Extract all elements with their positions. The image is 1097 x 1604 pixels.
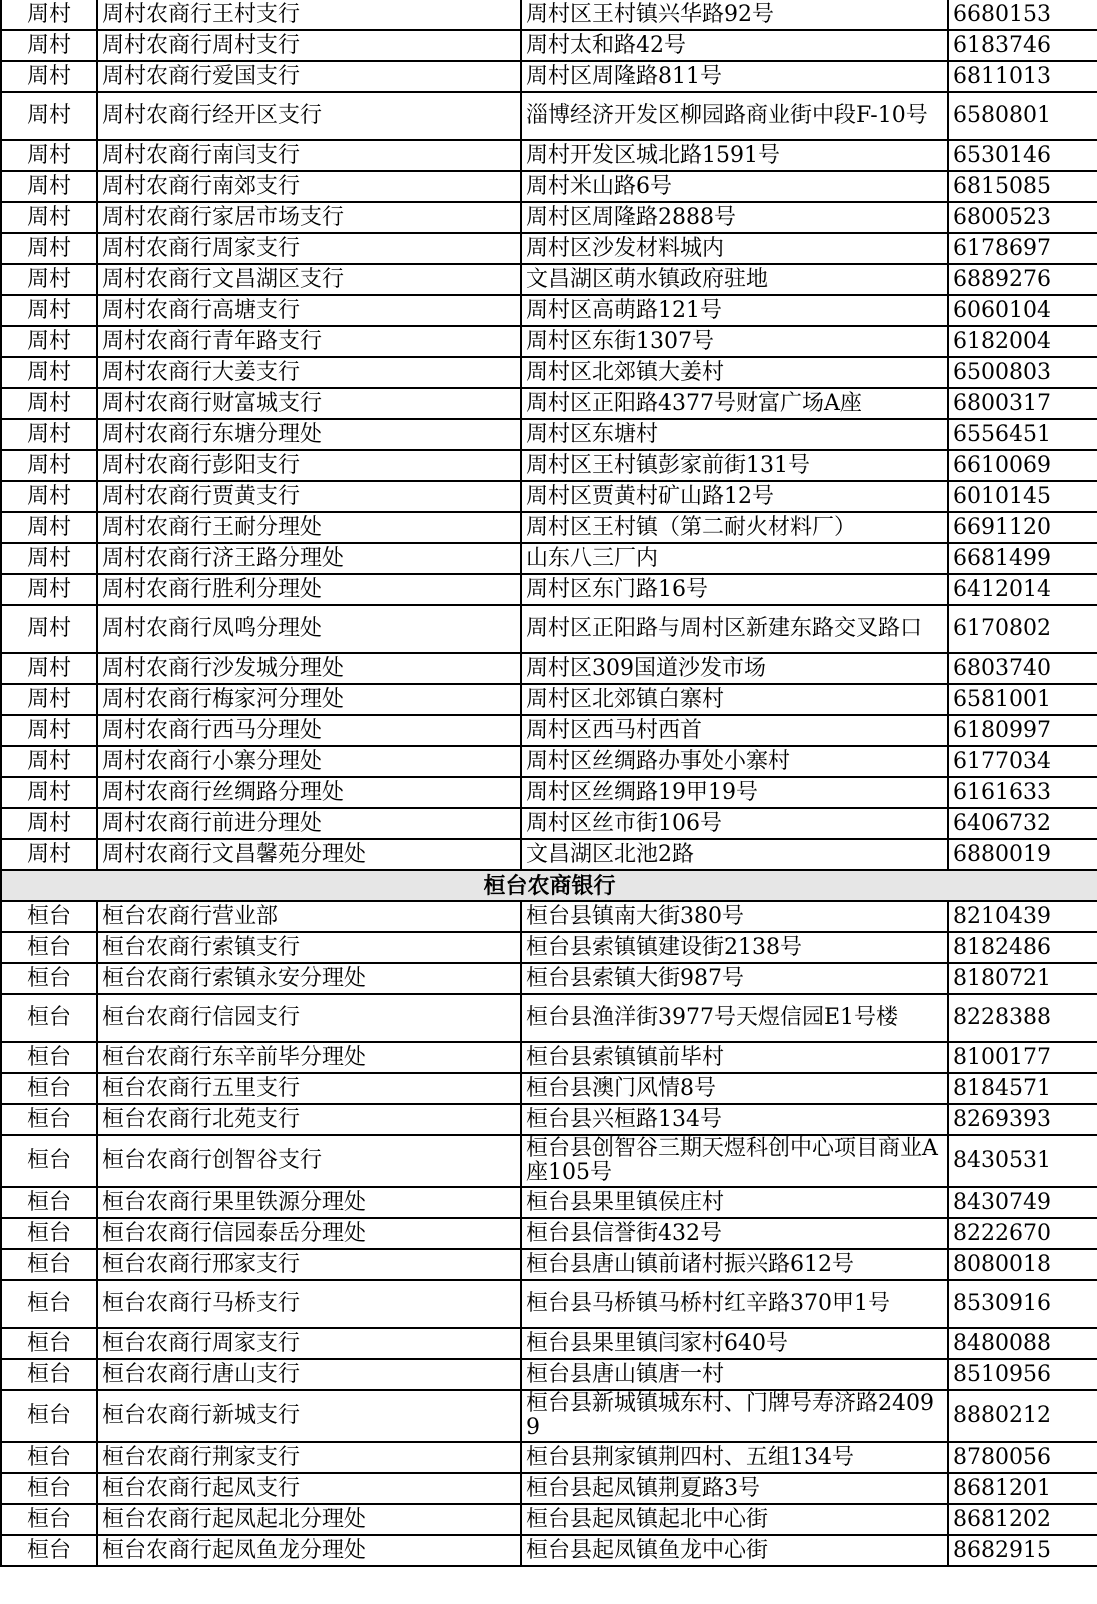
branch-name-cell: 桓台农商行索镇支行: [97, 932, 521, 963]
branch-name-cell: 周村农商行前进分理处: [97, 808, 521, 839]
table-row: [1, 777, 1097, 808]
phone-cell: 8100177: [948, 1042, 1097, 1073]
table-row: [1, 1187, 1097, 1218]
phone-cell: 8780056: [948, 1442, 1097, 1473]
address-cell: 周村区沙发材料城内: [521, 233, 948, 264]
table-row: [1, 1135, 1097, 1187]
branch-name-cell: 桓台农商行东辛前毕分理处: [97, 1042, 521, 1073]
address-cell: 周村区王村镇彭家前街131号: [521, 450, 948, 481]
phone-cell: 6530146: [948, 140, 1097, 171]
branch-name-cell: 周村农商行周村支行: [97, 30, 521, 61]
table-row: [1, 963, 1097, 994]
address-cell: 周村区东街1307号: [521, 326, 948, 357]
address-cell: 桓台县唐山镇唐一村: [521, 1359, 948, 1390]
phone-cell: 8269393: [948, 1104, 1097, 1135]
phone-cell: 8530916: [948, 1280, 1097, 1328]
branch-name-cell: 周村农商行大姜支行: [97, 357, 521, 388]
city-cell: 桓台: [1, 1135, 97, 1187]
phone-cell: 8228388: [948, 994, 1097, 1042]
address-cell: 文昌湖区萌水镇政府驻地: [521, 264, 948, 295]
table-row: [1, 1104, 1097, 1135]
branch-name-cell: 周村农商行南闫支行: [97, 140, 521, 171]
table-row: [1, 1504, 1097, 1535]
city-cell: 周村: [1, 605, 97, 653]
address-cell: 桓台县唐山镇前诸村振兴路612号: [521, 1249, 948, 1280]
address-cell: 桓台县创智谷三期天煜科创中心项目商业A座105号: [521, 1135, 948, 1187]
branch-name-cell: 周村农商行王村支行: [97, 0, 521, 30]
phone-cell: 6180997: [948, 715, 1097, 746]
table-row: [1, 233, 1097, 264]
phone-cell: 8682915: [948, 1535, 1097, 1566]
branch-name-cell: 周村农商行贾黄支行: [97, 481, 521, 512]
city-cell: 周村: [1, 171, 97, 202]
phone-cell: 8182486: [948, 932, 1097, 963]
address-cell: 周村区丝绸路19甲19号: [521, 777, 948, 808]
phone-cell: 6060104: [948, 295, 1097, 326]
table-row: [1, 30, 1097, 61]
city-cell: 周村: [1, 233, 97, 264]
branch-name-cell: 桓台农商行新城支行: [97, 1390, 521, 1442]
city-cell: 桓台: [1, 994, 97, 1042]
phone-cell: 8430531: [948, 1135, 1097, 1187]
phone-cell: 8080018: [948, 1249, 1097, 1280]
table-row: [1, 171, 1097, 202]
city-cell: 桓台: [1, 1218, 97, 1249]
phone-cell: 6803740: [948, 653, 1097, 684]
address-cell: 周村区高萌路121号: [521, 295, 948, 326]
table-row: [1, 1328, 1097, 1359]
city-cell: 周村: [1, 295, 97, 326]
phone-cell: 6610069: [948, 450, 1097, 481]
address-cell: 桓台县信誉街432号: [521, 1218, 948, 1249]
phone-cell: 6161633: [948, 777, 1097, 808]
phone-cell: 8180721: [948, 963, 1097, 994]
phone-cell: 6691120: [948, 512, 1097, 543]
phone-cell: 8430749: [948, 1187, 1097, 1218]
branch-name-cell: 桓台农商行营业部: [97, 901, 521, 932]
table-row: [1, 264, 1097, 295]
address-cell: 周村区309国道沙发市场: [521, 653, 948, 684]
phone-cell: 8510956: [948, 1359, 1097, 1390]
city-cell: 桓台: [1, 1442, 97, 1473]
phone-cell: 6412014: [948, 574, 1097, 605]
table-row: [1, 61, 1097, 92]
table-row: [1, 543, 1097, 574]
address-cell: 周村区北郊镇大姜村: [521, 357, 948, 388]
branch-name-cell: 周村农商行爱国支行: [97, 61, 521, 92]
phone-cell: 8184571: [948, 1073, 1097, 1104]
branch-name-cell: 周村农商行梅家河分理处: [97, 684, 521, 715]
branch-name-cell: 周村农商行南郊支行: [97, 171, 521, 202]
city-cell: 桓台: [1, 1280, 97, 1328]
phone-cell: 6880019: [948, 839, 1097, 870]
branch-name-cell: 周村农商行沙发城分理处: [97, 653, 521, 684]
table-row: [1, 1249, 1097, 1280]
phone-cell: 6556451: [948, 419, 1097, 450]
branch-name-cell: 桓台农商行信园泰岳分理处: [97, 1218, 521, 1249]
city-cell: 周村: [1, 512, 97, 543]
city-cell: 周村: [1, 30, 97, 61]
address-cell: 周村区正阳路与周村区新建东路交叉路口: [521, 605, 948, 653]
branch-name-cell: 周村农商行东塘分理处: [97, 419, 521, 450]
address-cell: 桓台县马桥镇马桥村红辛路370甲1号: [521, 1280, 948, 1328]
city-cell: 桓台: [1, 1249, 97, 1280]
branch-name-cell: 周村农商行高塘支行: [97, 295, 521, 326]
city-cell: 周村: [1, 543, 97, 574]
table-row: [1, 994, 1097, 1042]
city-cell: 桓台: [1, 1073, 97, 1104]
city-cell: 桓台: [1, 1390, 97, 1442]
city-cell: 周村: [1, 715, 97, 746]
table-row: [1, 1280, 1097, 1328]
phone-cell: 6178697: [948, 233, 1097, 264]
address-cell: 山东八三厂内: [521, 543, 948, 574]
city-cell: 桓台: [1, 932, 97, 963]
table-row: [1, 419, 1097, 450]
table-row: [1, 92, 1097, 140]
city-cell: 周村: [1, 61, 97, 92]
city-cell: 周村: [1, 202, 97, 233]
table-row: [1, 388, 1097, 419]
city-cell: 周村: [1, 92, 97, 140]
table-row: [1, 653, 1097, 684]
section-title: 桓台农商银行: [1, 870, 1097, 901]
address-cell: 周村区贾黄村矿山路12号: [521, 481, 948, 512]
city-cell: 周村: [1, 419, 97, 450]
address-cell: 桓台县起凤镇鱼龙中心街: [521, 1535, 948, 1566]
branch-name-cell: 桓台农商行五里支行: [97, 1073, 521, 1104]
table-row: [1, 481, 1097, 512]
table-row: [1, 839, 1097, 870]
table-row: [1, 1218, 1097, 1249]
address-cell: 桓台县果里镇侯庄村: [521, 1187, 948, 1218]
city-cell: 周村: [1, 357, 97, 388]
phone-cell: 6889276: [948, 264, 1097, 295]
branch-name-cell: 周村农商行经开区支行: [97, 92, 521, 140]
city-cell: 周村: [1, 388, 97, 419]
city-cell: 周村: [1, 574, 97, 605]
phone-cell: 8681201: [948, 1473, 1097, 1504]
address-cell: 桓台县索镇镇前毕村: [521, 1042, 948, 1073]
branch-name-cell: 周村农商行文昌馨苑分理处: [97, 839, 521, 870]
branch-name-cell: 周村农商行文昌湖区支行: [97, 264, 521, 295]
branch-name-cell: 周村农商行丝绸路分理处: [97, 777, 521, 808]
phone-cell: 6811013: [948, 61, 1097, 92]
branch-name-cell: 桓台农商行周家支行: [97, 1328, 521, 1359]
address-cell: 桓台县起凤镇荆夏路3号: [521, 1473, 948, 1504]
address-cell: 周村区正阳路4377号财富广场A座: [521, 388, 948, 419]
address-cell: 桓台县澳门风情8号: [521, 1073, 948, 1104]
address-cell: 桓台县新城镇城东村、门牌号寿济路24099: [521, 1390, 948, 1442]
branch-name-cell: 桓台农商行北苑支行: [97, 1104, 521, 1135]
address-cell: 桓台县索镇镇建设街2138号: [521, 932, 948, 963]
branch-name-cell: 周村农商行胜利分理处: [97, 574, 521, 605]
city-cell: 周村: [1, 808, 97, 839]
city-cell: 桓台: [1, 1504, 97, 1535]
phone-cell: 6406732: [948, 808, 1097, 839]
table-row: [1, 295, 1097, 326]
city-cell: 周村: [1, 0, 97, 30]
table-row: [1, 450, 1097, 481]
table-row: [1, 357, 1097, 388]
branch-name-cell: 周村农商行王耐分理处: [97, 512, 521, 543]
address-cell: 周村区东塘村: [521, 419, 948, 450]
phone-cell: 6815085: [948, 171, 1097, 202]
city-cell: 桓台: [1, 963, 97, 994]
table-row: [1, 140, 1097, 171]
table-row: [1, 1390, 1097, 1442]
branch-name-cell: 桓台农商行起凤支行: [97, 1473, 521, 1504]
phone-cell: 8880212: [948, 1390, 1097, 1442]
city-cell: 周村: [1, 746, 97, 777]
table-row: [1, 1535, 1097, 1566]
table-row: [1, 1473, 1097, 1504]
table-row: [1, 932, 1097, 963]
table-row: [1, 1442, 1097, 1473]
address-cell: 桓台县荆家镇荆四村、五组134号: [521, 1442, 948, 1473]
phone-cell: 6170802: [948, 605, 1097, 653]
city-cell: 周村: [1, 264, 97, 295]
city-cell: 桓台: [1, 1359, 97, 1390]
city-cell: 周村: [1, 684, 97, 715]
address-cell: 周村区丝绸路办事处小寨村: [521, 746, 948, 777]
branch-name-cell: 周村农商行周家支行: [97, 233, 521, 264]
branch-name-cell: 周村农商行彭阳支行: [97, 450, 521, 481]
table-row: [1, 1042, 1097, 1073]
phone-cell: 6680153: [948, 0, 1097, 30]
phone-cell: 8480088: [948, 1328, 1097, 1359]
city-cell: 周村: [1, 653, 97, 684]
phone-cell: 8222670: [948, 1218, 1097, 1249]
table-row: [1, 605, 1097, 653]
section-header-row: [1, 870, 1097, 901]
phone-cell: 8681202: [948, 1504, 1097, 1535]
branch-name-cell: 桓台农商行唐山支行: [97, 1359, 521, 1390]
table-body: [1, 0, 1097, 1566]
address-cell: 周村区东门路16号: [521, 574, 948, 605]
branch-name-cell: 桓台农商行邢家支行: [97, 1249, 521, 1280]
address-cell: 周村区丝市街106号: [521, 808, 948, 839]
city-cell: 周村: [1, 481, 97, 512]
address-cell: 周村区北郊镇白寨村: [521, 684, 948, 715]
city-cell: 桓台: [1, 1187, 97, 1218]
branch-name-cell: 周村农商行家居市场支行: [97, 202, 521, 233]
phone-cell: 6182004: [948, 326, 1097, 357]
branch-name-cell: 桓台农商行创智谷支行: [97, 1135, 521, 1187]
city-cell: 周村: [1, 777, 97, 808]
address-cell: 周村太和路42号: [521, 30, 948, 61]
branch-name-cell: 周村农商行西马分理处: [97, 715, 521, 746]
address-cell: 桓台县起凤镇起北中心街: [521, 1504, 948, 1535]
city-cell: 桓台: [1, 1042, 97, 1073]
table-row: [1, 574, 1097, 605]
phone-cell: 6183746: [948, 30, 1097, 61]
branch-name-cell: 周村农商行济王路分理处: [97, 543, 521, 574]
phone-cell: 6500803: [948, 357, 1097, 388]
phone-cell: 8210439: [948, 901, 1097, 932]
branch-name-cell: 桓台农商行索镇永安分理处: [97, 963, 521, 994]
phone-cell: 6681499: [948, 543, 1097, 574]
city-cell: 周村: [1, 326, 97, 357]
table-row: [1, 1073, 1097, 1104]
branch-name-cell: 周村农商行小寨分理处: [97, 746, 521, 777]
address-cell: 桓台县果里镇闫家村640号: [521, 1328, 948, 1359]
table-row: [1, 0, 1097, 30]
branch-name-cell: 周村农商行财富城支行: [97, 388, 521, 419]
table-row: [1, 715, 1097, 746]
branch-name-cell: 桓台农商行起凤起北分理处: [97, 1504, 521, 1535]
address-cell: 文昌湖区北池2路: [521, 839, 948, 870]
city-cell: 桓台: [1, 1328, 97, 1359]
table-row: [1, 202, 1097, 233]
address-cell: 周村开发区城北路1591号: [521, 140, 948, 171]
city-cell: 桓台: [1, 1535, 97, 1566]
address-cell: 桓台县镇南大街380号: [521, 901, 948, 932]
phone-cell: 6177034: [948, 746, 1097, 777]
table-row: [1, 1359, 1097, 1390]
address-cell: 周村区周隆路2888号: [521, 202, 948, 233]
branch-name-cell: 桓台农商行马桥支行: [97, 1280, 521, 1328]
phone-cell: 6800523: [948, 202, 1097, 233]
branch-name-cell: 桓台农商行信园支行: [97, 994, 521, 1042]
table-row: [1, 512, 1097, 543]
address-cell: 淄博经济开发区柳园路商业街中段F-10号: [521, 92, 948, 140]
branch-name-cell: 桓台农商行起凤鱼龙分理处: [97, 1535, 521, 1566]
address-cell: 周村区王村镇（第二耐火材料厂）: [521, 512, 948, 543]
address-cell: 桓台县兴桓路134号: [521, 1104, 948, 1135]
branch-name-cell: 桓台农商行果里铁源分理处: [97, 1187, 521, 1218]
phone-cell: 6010145: [948, 481, 1097, 512]
city-cell: 周村: [1, 140, 97, 171]
city-cell: 周村: [1, 450, 97, 481]
branch-name-cell: 周村农商行青年路支行: [97, 326, 521, 357]
address-cell: 桓台县渔洋街3977号天煜信园E1号楼: [521, 994, 948, 1042]
table-row: [1, 326, 1097, 357]
table-row: [1, 808, 1097, 839]
address-cell: 桓台县索镇大街987号: [521, 963, 948, 994]
address-cell: 周村区王村镇兴华路92号: [521, 0, 948, 30]
address-cell: 周村区周隆路811号: [521, 61, 948, 92]
phone-cell: 6800317: [948, 388, 1097, 419]
city-cell: 桓台: [1, 1104, 97, 1135]
branch-name-cell: 桓台农商行荆家支行: [97, 1442, 521, 1473]
city-cell: 桓台: [1, 1473, 97, 1504]
table-row: [1, 684, 1097, 715]
table-row: [1, 746, 1097, 777]
table-row: [1, 901, 1097, 932]
address-cell: 周村米山路6号: [521, 171, 948, 202]
phone-cell: 6581001: [948, 684, 1097, 715]
phone-cell: 6580801: [948, 92, 1097, 140]
city-cell: 桓台: [1, 901, 97, 932]
address-cell: 周村区西马村西首: [521, 715, 948, 746]
branch-name-cell: 周村农商行凤鸣分理处: [97, 605, 521, 653]
city-cell: 周村: [1, 839, 97, 870]
